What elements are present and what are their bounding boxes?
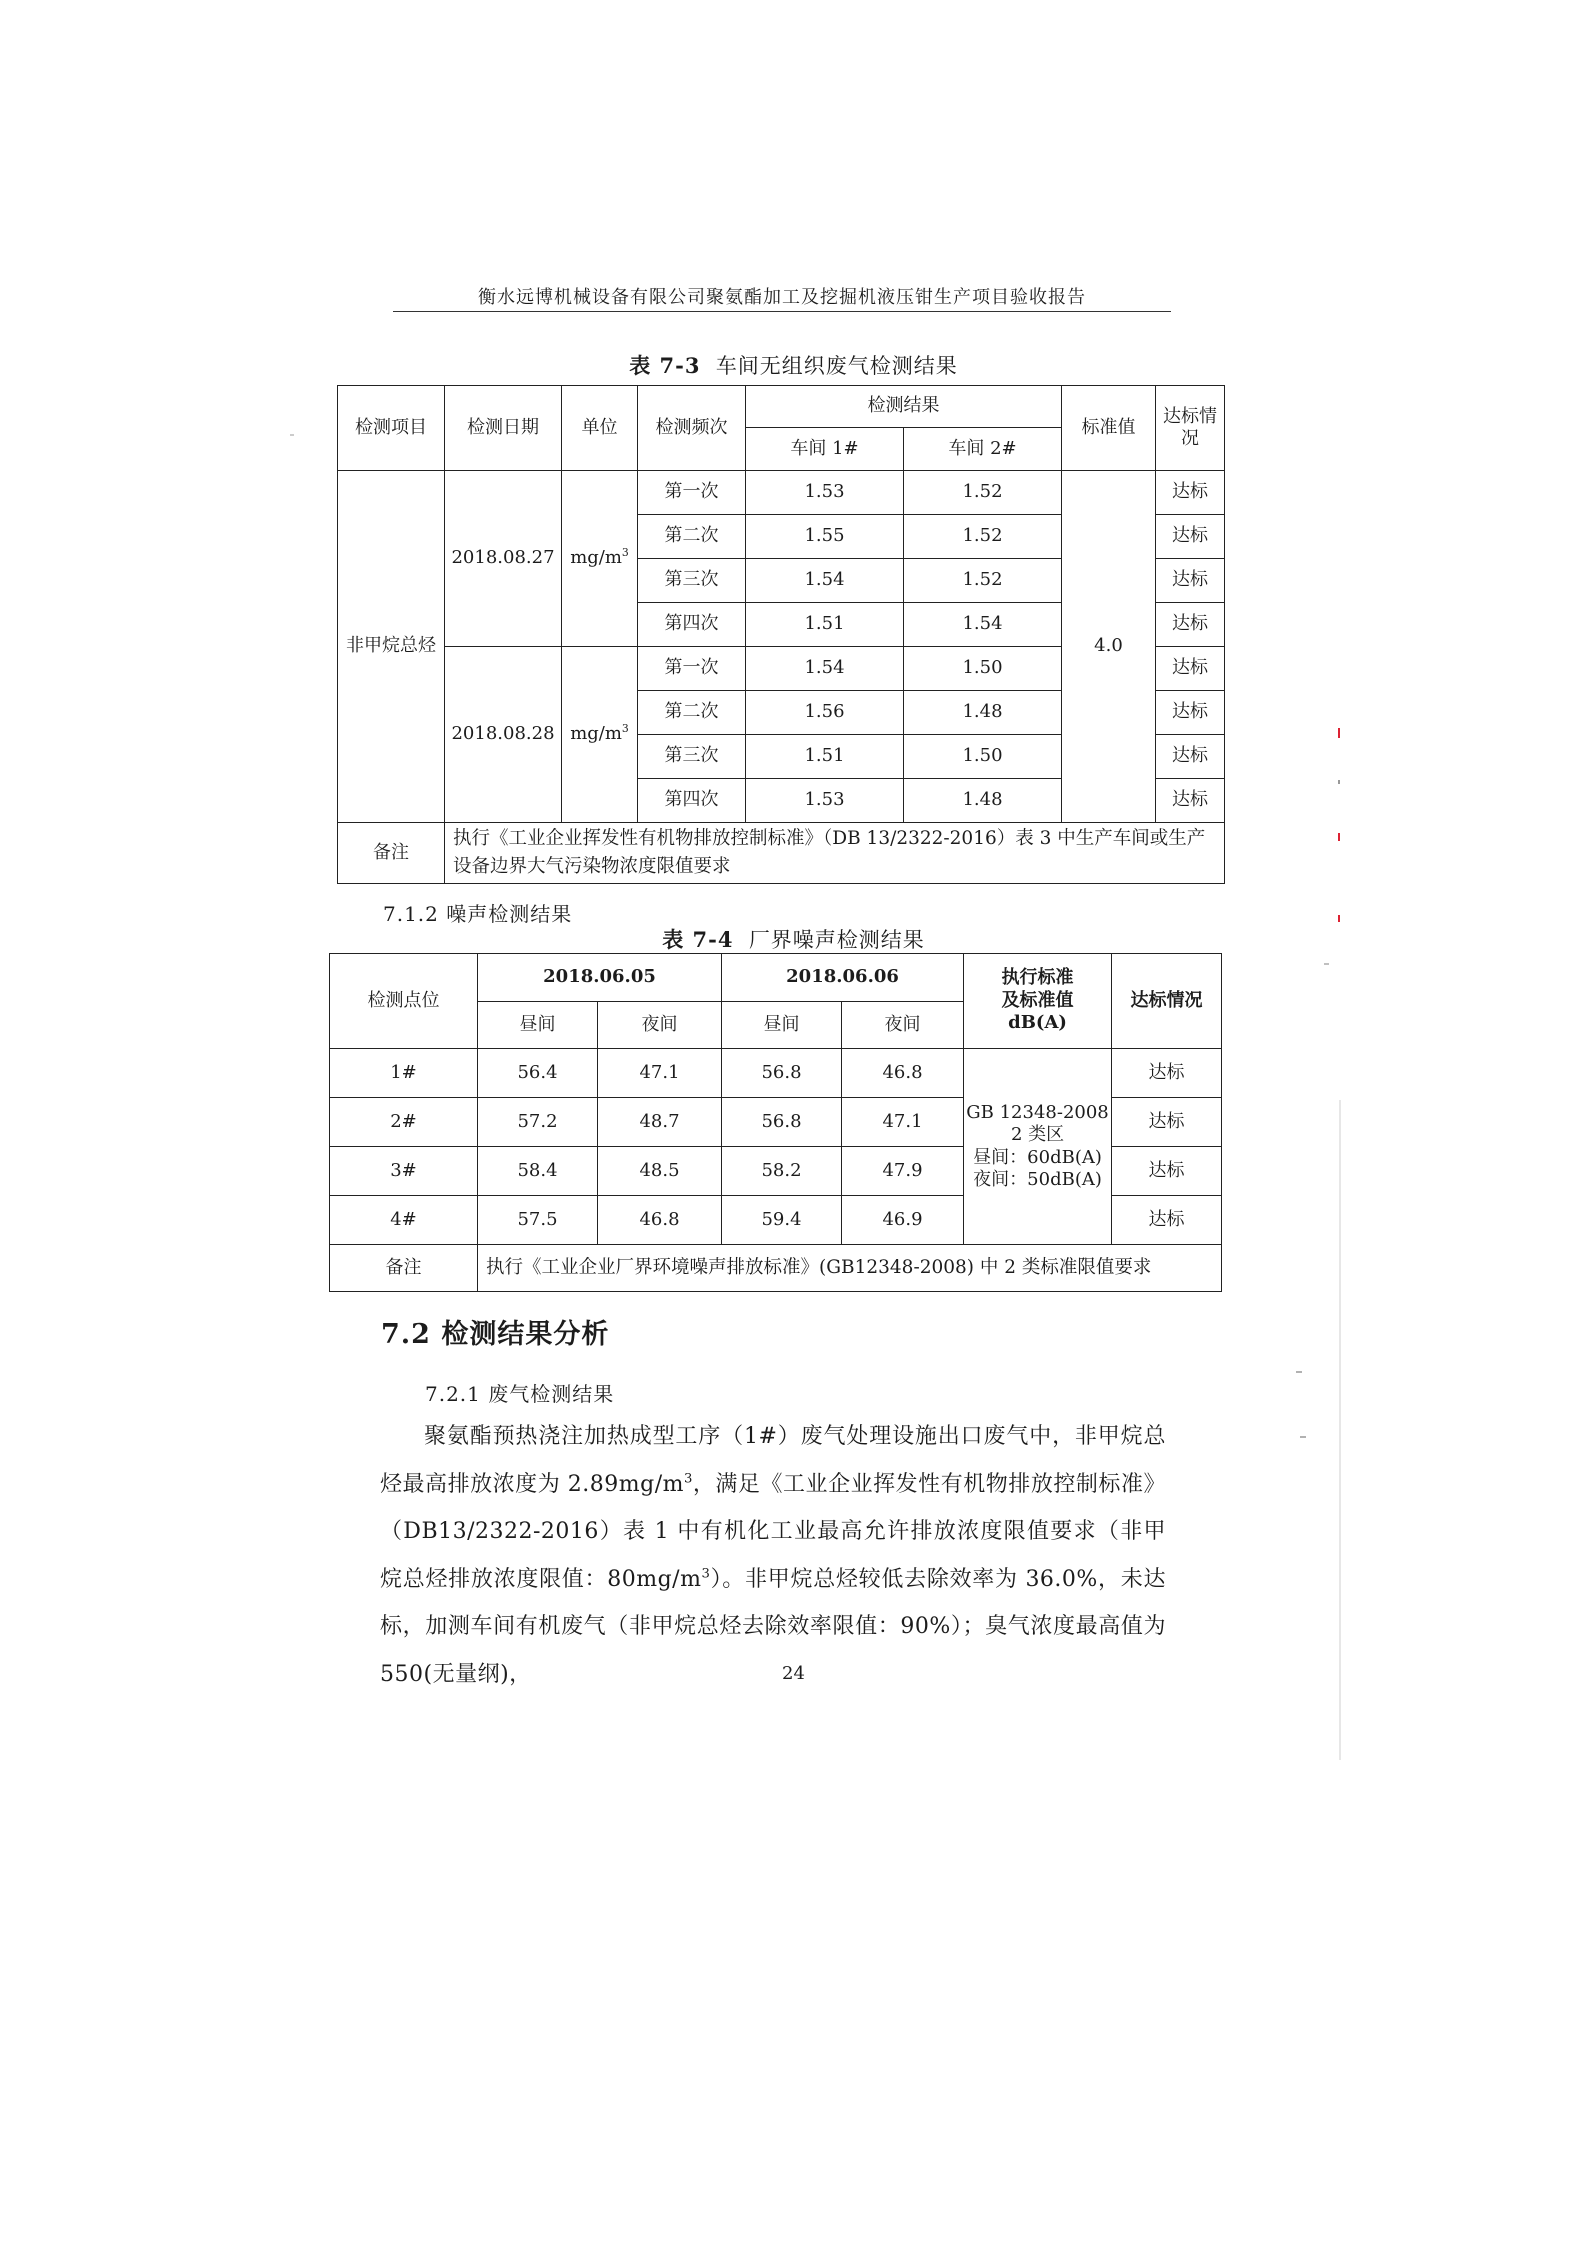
point-id: 2# [330,1098,478,1147]
group-date: 2018.08.28 [445,647,562,823]
header-day: 昼间 [722,1002,842,1049]
workshop-2-value: 1.52 [904,515,1062,559]
remark-label: 备注 [338,823,445,884]
table-7-3-caption [0,350,1587,380]
workshop-1-value: 1.56 [746,691,904,735]
header-standard: 执行标准 及标准值 dB(A) [964,954,1112,1049]
date1-day-value: 57.5 [478,1196,598,1245]
workshop-2-value: 1.48 [904,691,1062,735]
caption-label: 表 7-3 [629,353,701,378]
frequency: 第四次 [638,603,746,647]
workshop-2-value: 1.48 [904,779,1062,823]
noise-subsection-title: 7.1.2 噪声检测结果 [383,902,573,926]
date2-day-value: 59.4 [722,1196,842,1245]
frequency: 第三次 [638,559,746,603]
compliance-status: 达标 [1112,1196,1222,1245]
header-result: 检测结果 [746,386,1062,428]
header-unit: 单位 [562,386,638,471]
compliance-status: 达标 [1156,647,1225,691]
date1-night-value: 47.1 [598,1049,722,1098]
compliance-status: 达标 [1156,515,1225,559]
workshop-1-value: 1.54 [746,559,904,603]
workshop-1-value: 1.51 [746,735,904,779]
header-date-2: 2018.06.06 [722,954,964,1002]
date2-day-value: 56.8 [722,1098,842,1147]
date1-day-value: 58.4 [478,1147,598,1196]
compliance-status: 达标 [1112,1098,1222,1147]
frequency: 第四次 [638,779,746,823]
date1-night-value: 46.8 [598,1196,722,1245]
compliance-status: 达标 [1112,1147,1222,1196]
group-date: 2018.08.27 [445,471,562,647]
header-standard: 标准值 [1062,386,1156,471]
header-point: 检测点位 [330,954,478,1049]
workshop-1-value: 1.54 [746,647,904,691]
workshop-1-value: 1.53 [746,471,904,515]
point-id: 4# [330,1196,478,1245]
workshop-1-value: 1.51 [746,603,904,647]
table-row [338,471,1225,515]
date2-night-value: 47.9 [842,1147,964,1196]
compliance-status: 达标 [1156,735,1225,779]
section-title: 7.2 检测结果分析 [381,1319,610,1350]
workshop-2-value: 1.52 [904,559,1062,603]
point-id: 1# [330,1049,478,1098]
compliance-status: 达标 [1156,603,1225,647]
table-7-4-caption [0,924,1587,954]
header-night: 夜间 [598,1002,722,1049]
date2-night-value: 46.8 [842,1049,964,1098]
date2-night-value: 47.1 [842,1098,964,1147]
workshop-2-value: 1.50 [904,647,1062,691]
header-item: 检测项目 [338,386,445,471]
header-workshop-1: 车间 1# [746,428,904,471]
date1-day-value: 57.2 [478,1098,598,1147]
frequency: 第三次 [638,735,746,779]
frequency: 第二次 [638,691,746,735]
header-date: 检测日期 [445,386,562,471]
header-night: 夜间 [842,1002,964,1049]
workshop-1-value: 1.53 [746,779,904,823]
header-compliance: 达标情况 [1156,386,1225,471]
compliance-status: 达标 [1156,471,1225,515]
frequency: 第二次 [638,515,746,559]
frequency: 第一次 [638,647,746,691]
table-row [330,1049,1222,1098]
table-7-3 [337,385,1225,884]
header-compliance: 达标情况 [1112,954,1222,1049]
header-frequency: 检测频次 [638,386,746,471]
date2-day-value: 58.2 [722,1147,842,1196]
caption-title: 车间无组织废气检测结果 [715,354,958,378]
caption-title: 厂界噪声检测结果 [748,928,925,952]
workshop-1-value: 1.55 [746,515,904,559]
table-7-4 [329,953,1222,1292]
point-id: 3# [330,1147,478,1196]
page-number: 24 [782,1663,805,1684]
date1-night-value: 48.5 [598,1147,722,1196]
remark-label: 备注 [330,1245,478,1292]
noise-standard: GB 12348-2008 2 类区 昼间：60dB(A) 夜间：50dB(A) [964,1049,1112,1245]
caption-label: 表 7-4 [662,927,734,952]
group-unit: $mg/m^3$ [562,647,638,823]
date2-day-value: 56.8 [722,1049,842,1098]
date2-night-value: 46.9 [842,1196,964,1245]
workshop-2-value: 1.52 [904,471,1062,515]
header-date-1: 2018.06.05 [478,954,722,1002]
body-paragraph: 聚氨酯预热浇注加热成型工序（1#）废气处理设施出口废气中，非甲烷总烃最高排放浓度为 $2.89mg/m^3$，满足《工业企业挥发性有机物排放控制标准》（DB13/2322-2016）表 1 中有机化工业最高允许排放浓度限值要求（非甲烷总烃排放浓度限值：$80mg/m^3$）。非甲烷总烃较低去除效率为 36.0%，未达标，加测车间有机废气（非甲烷总烃去除效率限值：90%）；臭气浓度最高值为 550(无量纲)， [380,1424,1167,1687]
compliance-status: 达标 [1156,779,1225,823]
frequency: 第一次 [638,471,746,515]
compliance-status: 达标 [1156,691,1225,735]
standard-value: 4.0 [1062,471,1156,823]
date1-day-value: 56.4 [478,1049,598,1098]
item-name: 非甲烷总烃 [338,471,445,823]
remark-text: 执行《工业企业挥发性有机物排放控制标准》（DB 13/2322-2016）表 3 中生产车间或生产设备边界大气污染物浓度限值要求 [445,823,1225,884]
subsection-title: 7.2.1 废气检测结果 [425,1382,615,1406]
header-day: 昼间 [478,1002,598,1049]
group-unit: $mg/m^3$ [562,471,638,647]
compliance-status: 达标 [1112,1049,1222,1098]
date1-night-value: 48.7 [598,1098,722,1147]
header-rule [393,311,1171,312]
workshop-2-value: 1.50 [904,735,1062,779]
workshop-2-value: 1.54 [904,603,1062,647]
remark-text: 执行《工业企业厂界环境噪声排放标准》(GB12348-2008) 中 2 类标准限值要求 [478,1245,1222,1292]
running-header: 衡水远博机械设备有限公司聚氨酯加工及挖掘机液压钳生产项目验收报告 [478,287,1086,308]
compliance-status: 达标 [1156,559,1225,603]
header-workshop-2: 车间 2# [904,428,1062,471]
